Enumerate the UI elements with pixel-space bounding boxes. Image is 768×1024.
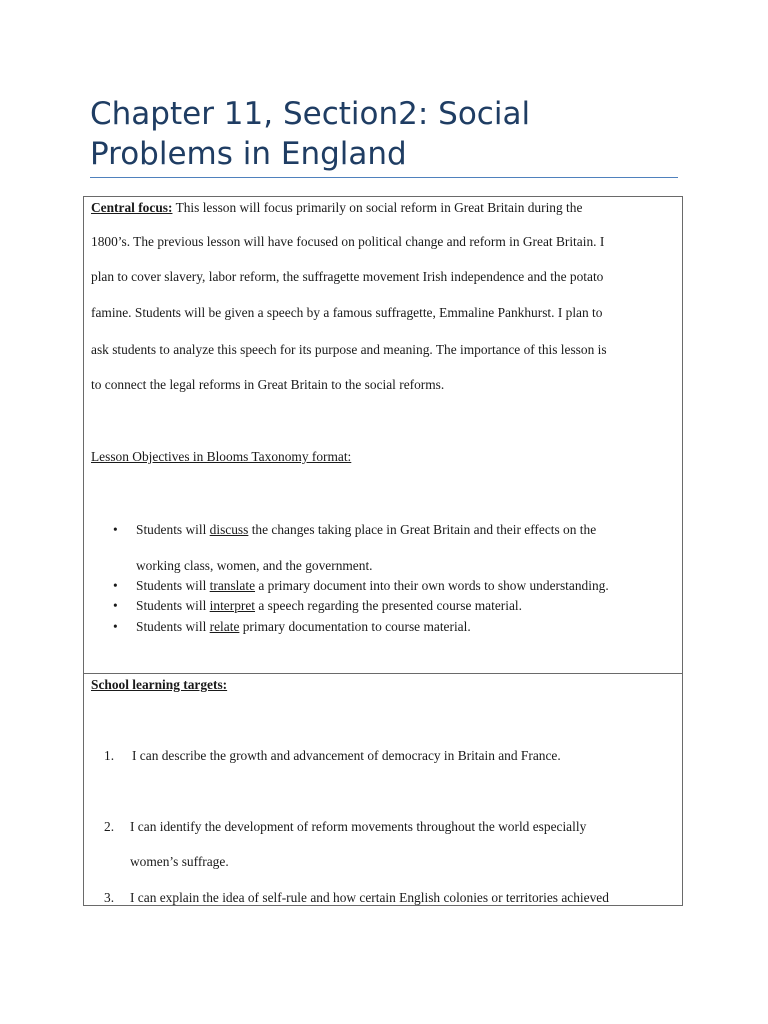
objective-text: the changes taking place in Great Britain and their effects on the: [248, 522, 597, 537]
title-line-1: Chapter 11, Section2: Social: [90, 96, 531, 132]
target-text: I can describe the growth and advancement of democracy in Britain and France.: [132, 748, 561, 763]
objective-text: Students will: [136, 522, 210, 537]
central-focus-label: Central focus:: [91, 200, 173, 215]
objective-text: primary documentation to course material.: [239, 619, 471, 634]
bullet-icon: •: [113, 619, 118, 634]
objective-continuation: working class, women, and the government.: [136, 558, 373, 573]
target-continuation: women’s suffrage.: [130, 854, 229, 869]
central-focus-line-1: [91, 200, 582, 216]
title-underline: [90, 177, 678, 178]
target-number: 3.: [104, 890, 115, 905]
objective-verb: relate: [209, 619, 240, 634]
objective-verb: interpret: [209, 598, 256, 613]
objectives-heading: Lesson Objectives in Blooms Taxonomy format:: [91, 449, 352, 464]
objective-verb: translate: [209, 578, 256, 593]
learning-targets-box: [83, 673, 683, 906]
page-title: [90, 94, 690, 174]
objective-item: [136, 598, 522, 614]
title-line-2: Problems in England: [90, 136, 407, 172]
bullet-icon: •: [113, 598, 118, 613]
objective-item: [136, 619, 471, 635]
bullet-icon: •: [113, 578, 118, 593]
central-focus-line-5: ask students to analyze this speech for its purpose and meaning. The importance of this lesson is: [91, 342, 607, 357]
objective-text: Students will: [136, 578, 210, 593]
target-text: I can explain the idea of self-rule and how certain English colonies or territories achieved: [130, 890, 609, 905]
objective-item: [136, 522, 596, 538]
objective-text: Students will: [136, 598, 210, 613]
objective-text: Students will: [136, 619, 210, 634]
target-number: 1.: [104, 748, 115, 763]
central-focus-line-6: to connect the legal reforms in Great Britain to the social reforms.: [91, 377, 445, 392]
target-number: 2.: [104, 819, 115, 834]
objective-text: a speech regarding the presented course material.: [255, 598, 522, 613]
objective-text: a primary document into their own words to show understanding.: [255, 578, 609, 593]
central-focus-line-3: plan to cover slavery, labor reform, the suffragette movement Irish independence and the potato: [91, 269, 604, 284]
target-text: I can identify the development of reform movements throughout the world especially: [130, 819, 587, 834]
objective-verb: discuss: [209, 522, 249, 537]
targets-heading: School learning targets:: [91, 677, 228, 692]
central-focus-text: This lesson will focus primarily on social reform in Great Britain during the: [175, 200, 583, 215]
bullet-icon: •: [113, 522, 118, 537]
central-focus-box: [83, 196, 683, 674]
central-focus-line-4: famine. Students will be given a speech by a famous suffragette, Emmaline Pankhurst. I plan to: [91, 305, 603, 320]
central-focus-line-2: 1800’s. The previous lesson will have focused on political change and reform in Great Britain. I: [91, 234, 605, 249]
objective-item: [136, 578, 609, 594]
